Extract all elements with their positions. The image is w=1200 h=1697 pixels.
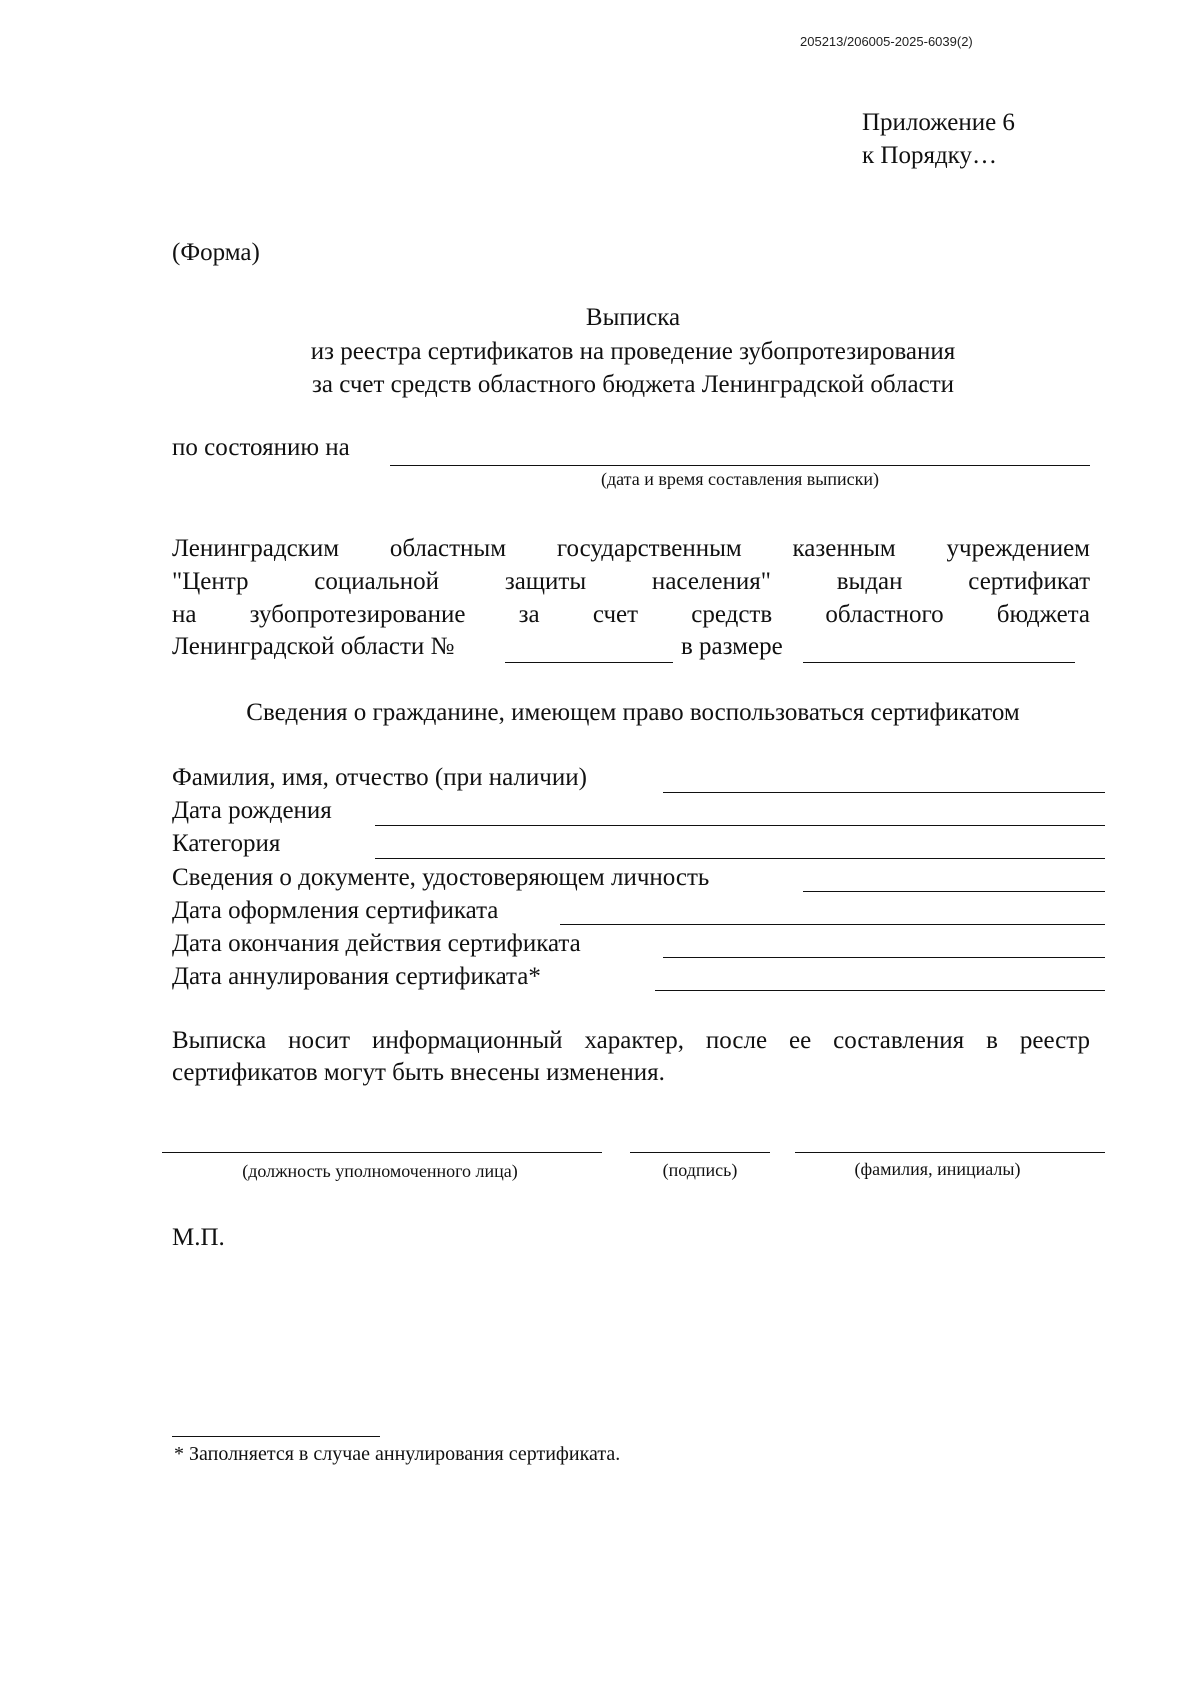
- field-category-label: Категория: [172, 830, 281, 857]
- disclaimer-line-1: Выписка носит информационный характер, после ее составления в реестр: [172, 1027, 1090, 1054]
- issued-line-2: "Центр социальной защиты населения" выдан сертификат: [172, 568, 1090, 595]
- issued-paragraph: [172, 532, 1090, 631]
- position-blank[interactable]: [162, 1152, 602, 1153]
- disclaimer: [172, 1024, 1090, 1057]
- title-line-1: Выписка: [585, 304, 681, 331]
- title-line-3: за счет средств областного бюджета Ленинградской области: [312, 371, 954, 398]
- title-line-2: из реестра сертификатов на проведение зубопротезирования: [310, 338, 956, 365]
- issued-line-3: на зубопротезирование за счет средств областного бюджета: [172, 601, 1090, 628]
- as-of-blank[interactable]: [390, 465, 1090, 466]
- field-cancellation-date-label: Дата аннулирования сертификата*: [172, 963, 541, 990]
- field-issue-date-label: Дата оформления сертификата: [172, 897, 499, 924]
- as-of-caption: (дата и время составления выписки): [600, 469, 880, 489]
- as-of-label: по состоянию на: [172, 434, 350, 461]
- document-number: 205213/206005-2025-6039(2): [800, 34, 973, 49]
- field-cancellation-date-blank[interactable]: [655, 990, 1105, 991]
- form-label: (Форма): [172, 239, 260, 266]
- issued-line-1: Ленинградским областным государственным казенным учреждением: [172, 535, 1090, 562]
- stamp-place: М.П.: [172, 1224, 225, 1251]
- field-id-document-blank[interactable]: [803, 891, 1105, 892]
- issued-line-4-label: Ленинградской области №: [172, 633, 455, 660]
- signature-caption: (подпись): [662, 1160, 738, 1180]
- position-caption: (должность уполномоченного лица): [242, 1161, 518, 1181]
- name-caption: (фамилия, инициалы): [854, 1159, 1021, 1179]
- field-full-name-label: Фамилия, имя, отчество (при наличии): [172, 764, 587, 791]
- signature-blank[interactable]: [630, 1152, 770, 1153]
- field-category-blank[interactable]: [375, 858, 1105, 859]
- footnote-separator: [172, 1436, 380, 1437]
- field-expiry-date-label: Дата окончания действия сертификата: [172, 930, 581, 957]
- appendix-line-2: к Порядку…: [862, 142, 997, 169]
- footnote: * Заполняется в случае аннулирования сертификата.: [174, 1443, 621, 1465]
- certificate-number-blank[interactable]: [505, 662, 673, 663]
- appendix-line-1: Приложение 6: [862, 109, 1015, 136]
- field-full-name-blank[interactable]: [663, 792, 1105, 793]
- field-id-document-label: Сведения о документе, удостоверяющем личность: [172, 864, 710, 891]
- amount-blank[interactable]: [803, 662, 1075, 663]
- field-issue-date-blank[interactable]: [560, 924, 1105, 925]
- amount-label: в размере: [681, 633, 783, 660]
- citizen-heading: Сведения о гражданине, имеющем право воспользоваться сертификатом: [246, 699, 1020, 726]
- name-blank[interactable]: [795, 1152, 1105, 1153]
- field-birth-date-label: Дата рождения: [172, 797, 332, 824]
- field-expiry-date-blank[interactable]: [663, 957, 1105, 958]
- field-birth-date-blank[interactable]: [375, 825, 1105, 826]
- disclaimer-line-2: сертификатов могут быть внесены изменения.: [172, 1059, 665, 1086]
